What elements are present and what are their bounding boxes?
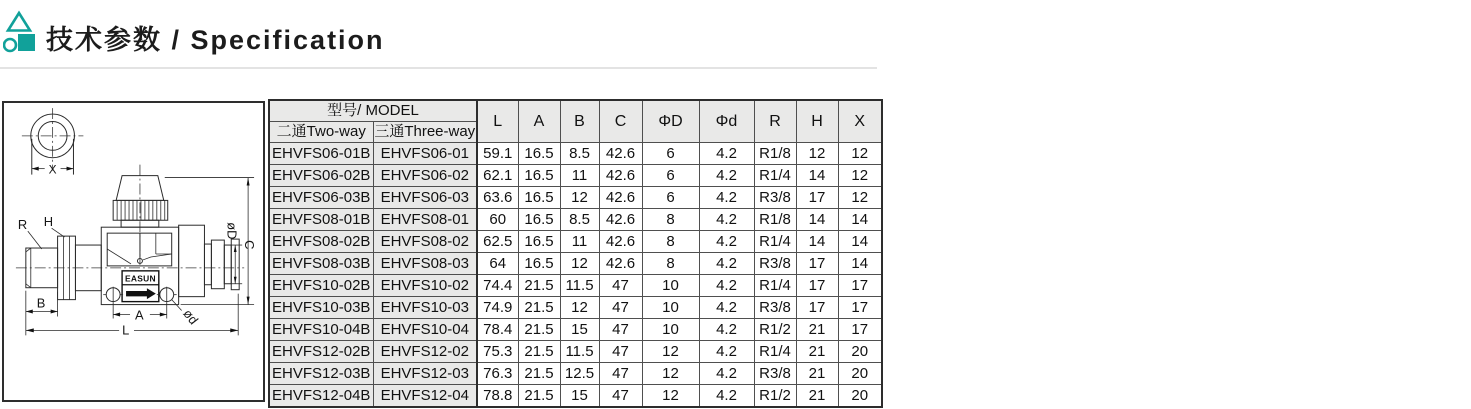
value-cell: 21 [796, 319, 838, 341]
value-cell: 17 [796, 253, 838, 275]
value-cell: 10 [642, 275, 699, 297]
model-cell: EHVFS08-01 [373, 209, 477, 231]
value-cell: R1/4 [754, 165, 796, 187]
model-cell: EHVFS08-02B [269, 231, 373, 253]
value-cell: 21 [796, 341, 838, 363]
value-cell: 14 [838, 209, 882, 231]
technical-drawing-panel [2, 101, 265, 402]
model-cell: EHVFS10-03B [269, 297, 373, 319]
value-cell: 14 [838, 253, 882, 275]
table-row [269, 297, 882, 319]
col-header-X: X [838, 100, 882, 143]
value-cell: 8 [642, 231, 699, 253]
value-cell: 11 [560, 231, 599, 253]
table-row [269, 341, 882, 363]
table-row [269, 209, 882, 231]
value-cell: 60 [477, 209, 518, 231]
table-row [269, 363, 882, 385]
value-cell: 16.5 [518, 209, 560, 231]
model-cell: EHVFS12-02 [373, 341, 477, 363]
table-row [269, 143, 882, 165]
value-cell: 12 [642, 341, 699, 363]
dim-label-r: R [17, 217, 28, 233]
value-cell: 4.2 [699, 231, 754, 253]
value-cell: 78.4 [477, 319, 518, 341]
value-cell: 16.5 [518, 165, 560, 187]
value-cell: 4.2 [699, 341, 754, 363]
value-cell: 47 [599, 297, 642, 319]
value-cell: 14 [796, 231, 838, 253]
model-cell: EHVFS06-02 [373, 165, 477, 187]
value-cell: R1/2 [754, 319, 796, 341]
value-cell: 17 [796, 187, 838, 209]
table-row [269, 385, 882, 408]
value-cell: 12 [838, 143, 882, 165]
col-header-B: B [560, 100, 599, 143]
spec-table-body [269, 143, 882, 408]
value-cell: 12 [796, 143, 838, 165]
table-row [269, 165, 882, 187]
value-cell: 21.5 [518, 297, 560, 319]
model-cell: EHVFS10-02 [373, 275, 477, 297]
shapes-logo-icon [3, 9, 39, 60]
model-cell: EHVFS10-03 [373, 297, 477, 319]
value-cell: 4.2 [699, 253, 754, 275]
dim-label-c: C [242, 240, 258, 250]
value-cell: 42.6 [599, 187, 642, 209]
model-cell: EHVFS12-03 [373, 363, 477, 385]
value-cell: 78.8 [477, 385, 518, 408]
value-cell: 12 [560, 187, 599, 209]
value-cell: 17 [796, 275, 838, 297]
model-cell: EHVFS10-04B [269, 319, 373, 341]
value-cell: 47 [599, 275, 642, 297]
value-cell: 12 [838, 165, 882, 187]
model-cell: EHVFS12-03B [269, 363, 373, 385]
value-cell: 8.5 [560, 143, 599, 165]
table-row [269, 253, 882, 275]
value-cell: R3/8 [754, 187, 796, 209]
value-cell: 4.2 [699, 187, 754, 209]
value-cell: 63.6 [477, 187, 518, 209]
model-header-cell: 型号/ MODEL [269, 100, 477, 122]
model-cell: EHVFS06-02B [269, 165, 373, 187]
value-cell: 11.5 [560, 341, 599, 363]
value-cell: 12 [642, 385, 699, 408]
table-row [269, 275, 882, 297]
value-cell: 8 [642, 253, 699, 275]
value-cell: R1/4 [754, 231, 796, 253]
col-header-R: R [754, 100, 796, 143]
model-cell: EHVFS10-04 [373, 319, 477, 341]
value-cell: R1/8 [754, 209, 796, 231]
value-cell: 12 [560, 253, 599, 275]
value-cell: 17 [838, 319, 882, 341]
value-cell: 62.1 [477, 165, 518, 187]
valve-drawing [4, 103, 263, 400]
value-cell: 17 [838, 297, 882, 319]
value-cell: 21.5 [518, 363, 560, 385]
value-cell: R1/8 [754, 143, 796, 165]
value-cell: R1/4 [754, 341, 796, 363]
dim-label-x: X [48, 162, 57, 177]
value-cell: 14 [796, 209, 838, 231]
value-cell: R3/8 [754, 363, 796, 385]
value-cell: 47 [599, 319, 642, 341]
value-cell: R1/4 [754, 275, 796, 297]
two-way-header-cell: 二通Two-way [269, 122, 373, 143]
value-cell: 4.2 [699, 319, 754, 341]
model-cell: EHVFS08-01B [269, 209, 373, 231]
table-row [269, 319, 882, 341]
model-cell: EHVFS12-04B [269, 385, 373, 408]
value-cell: 20 [838, 363, 882, 385]
value-cell: 74.9 [477, 297, 518, 319]
dim-label-l: L [122, 322, 130, 338]
model-cell: EHVFS06-03 [373, 187, 477, 209]
dim-label-od: øD [224, 222, 240, 240]
dim-label-od-small: ød [180, 306, 202, 328]
value-cell: 6 [642, 143, 699, 165]
value-cell: 8 [642, 209, 699, 231]
col-header-A: A [518, 100, 560, 143]
value-cell: 75.3 [477, 341, 518, 363]
value-cell: 12.5 [560, 363, 599, 385]
value-cell: 21.5 [518, 385, 560, 408]
value-cell: 47 [599, 385, 642, 408]
value-cell: 47 [599, 341, 642, 363]
value-cell: 4.2 [699, 297, 754, 319]
value-cell: 4.2 [699, 385, 754, 408]
model-cell: EHVFS06-03B [269, 187, 373, 209]
value-cell: 11.5 [560, 275, 599, 297]
value-cell: 42.6 [599, 165, 642, 187]
dim-label-h: H [43, 214, 54, 230]
brand-label: EASUN [124, 273, 156, 284]
value-cell: 76.3 [477, 363, 518, 385]
value-cell: 20 [838, 385, 882, 408]
value-cell: 21.5 [518, 341, 560, 363]
value-cell: 10 [642, 319, 699, 341]
col-header-C: C [599, 100, 642, 143]
col-header-phi-D: ΦD [642, 100, 699, 143]
value-cell: 47 [599, 363, 642, 385]
value-cell: 12 [838, 187, 882, 209]
value-cell: 59.1 [477, 143, 518, 165]
dim-label-a: A [134, 307, 144, 323]
value-cell: 8.5 [560, 209, 599, 231]
value-cell: 4.2 [699, 275, 754, 297]
value-cell: 42.6 [599, 209, 642, 231]
value-cell: 21 [796, 363, 838, 385]
model-cell: EHVFS06-01B [269, 143, 373, 165]
value-cell: 21.5 [518, 275, 560, 297]
three-way-header-cell: 三通Three-way [373, 122, 477, 143]
value-cell: 16.5 [518, 187, 560, 209]
model-cell: EHVFS08-03 [373, 253, 477, 275]
value-cell: 15 [560, 319, 599, 341]
value-cell: 6 [642, 187, 699, 209]
value-cell: 42.6 [599, 253, 642, 275]
value-cell: 11 [560, 165, 599, 187]
value-cell: 4.2 [699, 165, 754, 187]
value-cell: 4.2 [699, 143, 754, 165]
model-cell: EHVFS12-04 [373, 385, 477, 408]
table-row [269, 187, 882, 209]
value-cell: 4.2 [699, 363, 754, 385]
value-cell: 21.5 [518, 319, 560, 341]
value-cell: 16.5 [518, 143, 560, 165]
value-cell: 12 [642, 363, 699, 385]
value-cell: 20 [838, 341, 882, 363]
value-cell: 74.4 [477, 275, 518, 297]
value-cell: 14 [838, 231, 882, 253]
value-cell: 15 [560, 385, 599, 408]
spec-table [268, 99, 883, 408]
col-header-L: L [477, 100, 518, 143]
model-cell: EHVFS08-02 [373, 231, 477, 253]
value-cell: 42.6 [599, 231, 642, 253]
value-cell: 14 [796, 165, 838, 187]
page-title: 技术参数 / Specification [46, 25, 385, 55]
value-cell: 64 [477, 253, 518, 275]
value-cell: R3/8 [754, 297, 796, 319]
table-header-row [269, 100, 882, 122]
model-cell: EHVFS06-01 [373, 143, 477, 165]
value-cell: 16.5 [518, 231, 560, 253]
value-cell: 62.5 [477, 231, 518, 253]
title-bar [0, 0, 1471, 68]
dim-label-b: B [36, 295, 46, 311]
value-cell: 6 [642, 165, 699, 187]
value-cell: 10 [642, 297, 699, 319]
model-cell: EHVFS08-03B [269, 253, 373, 275]
title-divider [0, 67, 877, 69]
table-row [269, 231, 882, 253]
value-cell: 16.5 [518, 253, 560, 275]
value-cell: 17 [838, 275, 882, 297]
col-header-H: H [796, 100, 838, 143]
value-cell: 42.6 [599, 143, 642, 165]
value-cell: 12 [560, 297, 599, 319]
value-cell: 21 [796, 385, 838, 408]
value-cell: 4.2 [699, 209, 754, 231]
value-cell: R1/2 [754, 385, 796, 408]
value-cell: 17 [796, 297, 838, 319]
value-cell: R3/8 [754, 253, 796, 275]
model-cell: EHVFS12-02B [269, 341, 373, 363]
model-cell: EHVFS10-02B [269, 275, 373, 297]
col-header-phi-d: Φd [699, 100, 754, 143]
